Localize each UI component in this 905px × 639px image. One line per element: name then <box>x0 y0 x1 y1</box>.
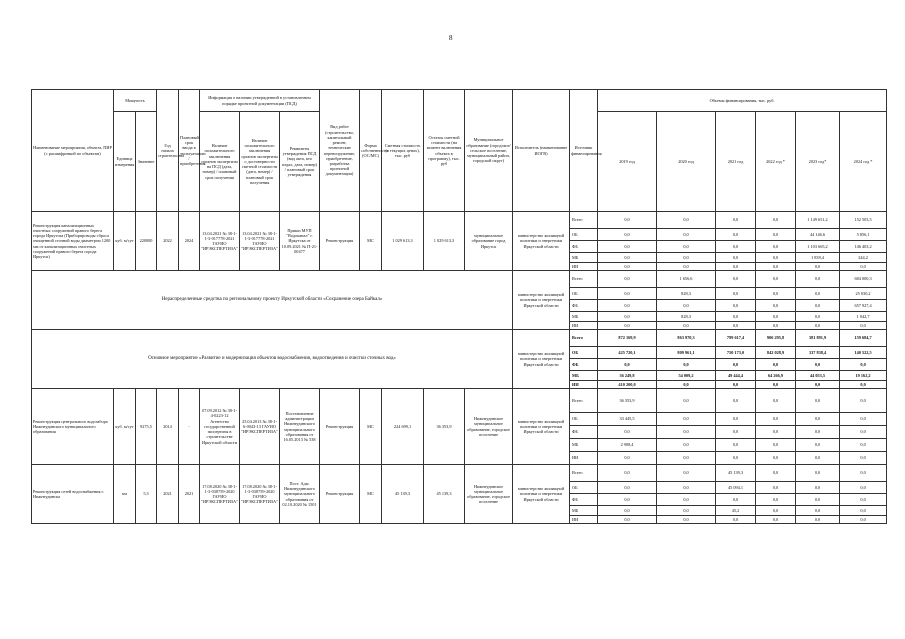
funding-value: 0,0 <box>657 263 716 271</box>
funding-value: 0,0 <box>716 229 756 241</box>
funding-value: 0,0 <box>598 516 657 524</box>
funding-value: 0,0 <box>716 271 756 288</box>
funding-value: 0,0 <box>796 322 840 330</box>
object-ownership: МС <box>360 389 382 465</box>
source-label: Всего <box>570 389 598 413</box>
object-unit: куб. м/сут <box>114 389 136 465</box>
funding-value: 0,0 <box>716 212 756 229</box>
object-remaining: 1 029 613,3 <box>424 212 465 271</box>
hdr-approval: Реквизиты утверждения ПСД (вид акта, кто издал, дата, номер) / плановый срок утверждения <box>280 112 320 212</box>
table-row <box>32 465 887 482</box>
funding-table <box>31 89 887 524</box>
source-label: ФБ <box>570 494 598 506</box>
executor: министерство жилищной политики и энергетики Иркутской области <box>513 389 570 465</box>
funding-value: 0,0 <box>598 241 657 253</box>
funding-value: 0,0 <box>756 253 796 263</box>
funding-value: 872 169,9 <box>598 330 657 347</box>
hdr-expertise: Наличие положительного заключения органов экспертизы на ПСД (дата, номер) / плановый срок получения <box>200 112 240 212</box>
funding-value: 0,0 <box>657 413 716 426</box>
object-ownership: МС <box>360 212 382 271</box>
funding-value: 0,0 <box>598 359 657 371</box>
hdr-rem: Остаток сметной стоимости (на момент включения объекта в программу), тыс. руб <box>424 90 465 212</box>
object-start-year: 2021 <box>157 465 179 524</box>
object-cost-expertise: 13.04.2021 № 38-1-1-3-017778-2021 ГАУИО "ИРЭКСПЕРТИЗА" <box>240 212 280 271</box>
funding-value: 1 042,7 <box>840 312 887 322</box>
funding-value: 0,0 <box>657 381 716 389</box>
funding-value: 0,0 <box>756 312 796 322</box>
funding-value: 0,0 <box>716 439 756 452</box>
source-label: МБ <box>570 506 598 516</box>
object-approval: Постановление администрации Нижнеудинского муниципального образования от 16.05.2013 № 538 <box>280 389 320 465</box>
funding-value: 0,0 <box>657 494 716 506</box>
object-name: Реконструкция канализационных очистных сооружений правого берега города Иркутска (Приборпроводы сброса очищенной сточной воды диаметром 1200 мм от канализационных очистных сооружений правого берега города Иркутск) <box>32 212 114 271</box>
hdr-start: Год начала строительства <box>157 90 179 212</box>
funding-value: 0,0 <box>657 300 716 312</box>
source-label: ФБ <box>570 426 598 439</box>
source-label: ФБ <box>570 241 598 253</box>
funding-value: 0,0 <box>657 229 716 241</box>
funding-value: 0,0 <box>598 322 657 330</box>
funding-value: 0,0 <box>756 241 796 253</box>
funding-value: 0,0 <box>840 413 887 426</box>
funding-value: 0,0 <box>598 253 657 263</box>
funding-value: 1 839,4 <box>796 253 840 263</box>
funding-value: 0,0 <box>716 288 756 300</box>
source-label: ФБ <box>570 359 598 371</box>
funding-value: 0,0 <box>716 241 756 253</box>
funding-value: 140 522,5 <box>840 347 887 359</box>
funding-value: 809 961,1 <box>657 347 716 359</box>
funding-value: 0,0 <box>657 506 716 516</box>
source-label: ОБ <box>570 288 598 300</box>
hdr-value: Значение <box>136 112 157 212</box>
funding-value: 0,0 <box>716 300 756 312</box>
funding-value: 0,0 <box>598 271 657 288</box>
table-row <box>32 389 887 413</box>
source-label: Всего <box>570 330 598 347</box>
object-cost-expertise: 17.08.2020 № 38-1-1-3-038759-2020 ГАУИО "ИРЭКСПЕРТИЗА" <box>240 465 280 524</box>
funding-value: 5 856,1 <box>840 229 887 241</box>
object-start-year: 2014 <box>157 389 179 465</box>
object-remaining: 36 353,9 <box>424 389 465 465</box>
funding-value: 45 094,1 <box>716 482 756 494</box>
funding-value: 0,0 <box>598 482 657 494</box>
funding-value: 657 927,4 <box>840 300 887 312</box>
funding-value: 0,0 <box>840 439 887 452</box>
funding-value: 0,0 <box>598 426 657 439</box>
source-label: ИИ <box>570 452 598 465</box>
funding-value: 381 891,9 <box>796 330 840 347</box>
funding-value: 0,0 <box>840 452 887 465</box>
object-work-type: Реконструкция <box>320 212 360 271</box>
hdr-funding: Объемы финансирования, тыс. руб. <box>598 90 887 112</box>
funding-value: 425 720,1 <box>598 347 657 359</box>
funding-value: 0,0 <box>716 253 756 263</box>
hdr-cost: Сметная стоимость (в текущих ценах), тыс. руб <box>382 90 424 212</box>
funding-value: 0,0 <box>657 359 716 371</box>
funding-value: 0,0 <box>657 241 716 253</box>
executor: министерство жилищной политики и энергетики Иркутской области <box>513 212 570 271</box>
hdr-source: Источник финансирования <box>570 90 598 212</box>
object-work-type: Реконструкция <box>320 389 360 465</box>
funding-value: 0,0 <box>796 426 840 439</box>
funding-value: 54 009,2 <box>657 371 716 381</box>
funding-value: 36 353,9 <box>598 389 657 413</box>
funding-value: 0,0 <box>756 288 796 300</box>
funding-value: 45,2 <box>716 506 756 516</box>
funding-value: 0,0 <box>598 300 657 312</box>
funding-value: 0,0 <box>598 229 657 241</box>
funding-value: 0,0 <box>657 452 716 465</box>
funding-value: 0,0 <box>756 426 796 439</box>
funding-value: 146 403,2 <box>840 241 887 253</box>
funding-value: 0,0 <box>716 312 756 322</box>
funding-value: 0,0 <box>796 516 840 524</box>
funding-value: 0,0 <box>716 322 756 330</box>
funding-value: 0,0 <box>796 389 840 413</box>
object-municipality: муниципальное образование город Иркутск <box>465 212 513 271</box>
object-approval: Приказ МУП "Водоканал" г. Иркутска от 10.09.2021 № П-21-00477 <box>280 212 320 271</box>
funding-value: 64 266,9 <box>756 371 796 381</box>
object-remaining: 45 139,3 <box>424 465 465 524</box>
object-municipality: Нижнеудинское муниципальное образование, городское поселение <box>465 465 513 524</box>
source-label: Всего <box>570 465 598 482</box>
funding-value: 244,2 <box>840 253 887 263</box>
funding-value: 0,0 <box>756 494 796 506</box>
object-ownership: МС <box>360 465 382 524</box>
funding-value: 0,0 <box>598 263 657 271</box>
hdr-power: Мощность <box>114 90 157 112</box>
executor: министерство жилищной политики и энергетики Иркутской области <box>513 271 570 330</box>
funding-value: 684 000,3 <box>840 271 887 288</box>
executor: министерство жилищной политики и энергетики Иркутской области <box>513 465 570 524</box>
source-label: МБ <box>570 253 598 263</box>
funding-value: 0,0 <box>756 229 796 241</box>
table-row <box>32 330 887 347</box>
object-approval: Пост. Адм. Нижнеудинского муниципального образования от 02.10.2020 № 1501 <box>280 465 320 524</box>
page-number: 8 <box>449 34 453 42</box>
source-label: ОБ <box>570 482 598 494</box>
funding-value: 0,0 <box>598 312 657 322</box>
funding-value: 0,0 <box>840 516 887 524</box>
object-expertise: 13.04.2021 № 38-1-1-3-017778-2021 ГАУИО "ИРЭКСПЕРТИЗА" <box>200 212 240 271</box>
funding-value: 0,0 <box>756 212 796 229</box>
funding-value: 0,0 <box>716 494 756 506</box>
funding-value: 0,0 <box>756 506 796 516</box>
source-label: МБ <box>570 312 598 322</box>
funding-value: 0,0 <box>796 465 840 482</box>
funding-value: 0,0 <box>796 452 840 465</box>
hdr-unit: Единица измерения <box>114 112 136 212</box>
hdr-year-2021: 2021 год <box>716 112 756 212</box>
funding-value: 0,0 <box>796 482 840 494</box>
funding-value: 0,0 <box>756 271 796 288</box>
object-expertise: 07.09.2012 № 38-1-4-0223-12 Агентство государственной экспертизы в строительстве Иркутской области <box>200 389 240 465</box>
funding-value: 2 908,4 <box>598 439 657 452</box>
funding-value: 44 146,6 <box>796 229 840 241</box>
funding-value: 0,0 <box>716 452 756 465</box>
funding-value: 0,0 <box>598 212 657 229</box>
funding-value: 0,0 <box>796 312 840 322</box>
hdr-name: Наименование мероприятия, объекта, ПИР (с расшифровкой по объектам) <box>32 90 114 212</box>
source-label: МБ <box>570 371 598 381</box>
funding-value: 0,0 <box>598 452 657 465</box>
source-label: ИИ <box>570 516 598 524</box>
funding-value: 33 445,5 <box>598 413 657 426</box>
object-plan-year: 2024 <box>179 212 200 271</box>
object-name: Реконструкция центрального водозабора Нижнеудинского муниципального образования <box>32 389 114 465</box>
funding-value: 0,0 <box>598 494 657 506</box>
object-value: 5,3 <box>136 465 157 524</box>
funding-value: 0,0 <box>657 389 716 413</box>
funding-value: 0,0 <box>796 494 840 506</box>
funding-value: 0,0 <box>756 322 796 330</box>
funding-value: 0,0 <box>796 506 840 516</box>
hdr-year-2019: 2019 год <box>598 112 657 212</box>
hdr-year-2020: 2020 год <box>657 112 716 212</box>
funding-value: 0,0 <box>657 482 716 494</box>
funding-value: 0,0 <box>756 381 796 389</box>
funding-value: 36 249,8 <box>598 371 657 381</box>
funding-value: 0,0 <box>657 465 716 482</box>
funding-value: 45 139,3 <box>716 465 756 482</box>
source-label: ОБ <box>570 347 598 359</box>
executor: министерство жилищной политики и энергетики Иркутской области <box>513 330 570 389</box>
funding-value: 0,0 <box>840 263 887 271</box>
object-start-year: 2022 <box>157 212 179 271</box>
funding-value: 0,0 <box>840 359 887 371</box>
funding-value: 410 200,0 <box>598 381 657 389</box>
hdr-plan: Плановый срок ввода в эксплуатацию / приобретения <box>179 90 200 212</box>
source-label: МБ <box>570 439 598 452</box>
funding-value: 0,0 <box>796 439 840 452</box>
funding-value: 1 103 665,2 <box>796 241 840 253</box>
funding-value: 863 970,3 <box>657 330 716 347</box>
funding-value: 0,0 <box>657 426 716 439</box>
object-value: 9275,5 <box>136 389 157 465</box>
source-label: ИИ <box>570 381 598 389</box>
table-row <box>32 271 887 288</box>
source-label: ИИ <box>570 322 598 330</box>
funding-value: 0,0 <box>716 381 756 389</box>
hdr-psd: Информация о наличии утвержденной в установленном порядке проектной документации (ПСД) <box>200 90 320 112</box>
object-unit: куб. м/сут <box>114 212 136 271</box>
hdr-own: Форма собственности (ОС/МС) <box>360 90 382 212</box>
funding-value: 0,0 <box>756 439 796 452</box>
funding-value: 0,0 <box>657 212 716 229</box>
object-cost: 1 029 613,3 <box>382 212 424 271</box>
funding-value: 0,0 <box>840 389 887 413</box>
funding-value: 0,0 <box>796 413 840 426</box>
funding-value: 0,0 <box>756 413 796 426</box>
object-municipality: Нижнеудинское муниципальное образование, городское поселение <box>465 389 513 465</box>
funding-value: 0,0 <box>756 263 796 271</box>
funding-value: 0,0 <box>840 506 887 516</box>
funding-value: 0,0 <box>756 452 796 465</box>
funding-value: 337 838,4 <box>796 347 840 359</box>
hdr-exec: Исполнитель (наименование ИОГВ) <box>513 90 570 212</box>
funding-value: 0,0 <box>840 381 887 389</box>
object-name: Реконструкция сетей водоснабжения г. Нижнеудинска <box>32 465 114 524</box>
funding-value: 0,0 <box>657 516 716 524</box>
funding-value: 0,0 <box>598 465 657 482</box>
funding-value: 0,0 <box>598 288 657 300</box>
funding-value: 0,0 <box>716 516 756 524</box>
funding-value: 0,0 <box>716 263 756 271</box>
object-plan-year: - <box>179 389 200 465</box>
object-value: 220000 <box>136 212 157 271</box>
table-row <box>32 212 887 229</box>
funding-value: 0,0 <box>796 271 840 288</box>
funding-value: 842 028,9 <box>756 347 796 359</box>
funding-value: 0,0 <box>756 359 796 371</box>
funding-value: 0,0 <box>756 482 796 494</box>
funding-value: 0,0 <box>796 381 840 389</box>
source-label: ОБ <box>570 413 598 426</box>
section-title: Нераспределенные средства по региональному проекту Иркутской области «Сохранение озера Байкал» <box>32 271 513 330</box>
funding-value: 44 053,5 <box>796 371 840 381</box>
funding-value: 159 684,7 <box>840 330 887 347</box>
funding-value: 1 656,6 <box>657 271 716 288</box>
funding-value: 0,0 <box>716 426 756 439</box>
funding-value: 0,0 <box>840 494 887 506</box>
funding-value: 1 149 651,2 <box>796 212 840 229</box>
object-cost-expertise: 25.04.2013 № 38-1-6-0043-13 ГАУИО "ИРЭКСПЕРТИЗА" <box>240 389 280 465</box>
funding-value: 0,0 <box>756 389 796 413</box>
hdr-year-2023: 2023 год* <box>796 112 840 212</box>
object-expertise: 17.08.2020 № 38-1-1-3-038759-2020 ГАУИО "ИРЭКСПЕРТИЗА" <box>200 465 240 524</box>
funding-value: 0,0 <box>756 465 796 482</box>
funding-value: 828,3 <box>657 312 716 322</box>
object-unit: км <box>114 465 136 524</box>
funding-value: 750 173,0 <box>716 347 756 359</box>
funding-value: 0,0 <box>840 465 887 482</box>
object-cost: 224 699,1 <box>382 389 424 465</box>
source-label: ОБ <box>570 229 598 241</box>
funding-value: 0,0 <box>840 482 887 494</box>
funding-value: 0,0 <box>796 300 840 312</box>
hdr-mun: Муниципальное образование (городское/сельское поселение, муниципальный район, городской округ) <box>465 90 513 212</box>
funding-value: 25 030,2 <box>840 288 887 300</box>
source-label: ФБ <box>570 300 598 312</box>
funding-value: 0,0 <box>796 288 840 300</box>
funding-value: 0,0 <box>657 322 716 330</box>
table-body <box>32 212 887 524</box>
funding-value: 49 444,4 <box>716 371 756 381</box>
hdr-cost-exp: Наличие положительного заключения органов экспертизы о достоверности сметной стоимости (дата, номер) / плановый срок получения <box>240 112 280 212</box>
funding-value: 799 617,4 <box>716 330 756 347</box>
source-label: Всего <box>570 271 598 288</box>
funding-value: 0,0 <box>598 506 657 516</box>
hdr-work: Вид работ (строительство, капитальный ремонт, технические перевооружение, приобретение, разработка проектной документации) <box>320 90 360 212</box>
object-plan-year: 2021 <box>179 465 200 524</box>
funding-value: 828,3 <box>657 288 716 300</box>
funding-value: 0,0 <box>796 263 840 271</box>
source-label: Всего <box>570 212 598 229</box>
funding-value: 0,0 <box>716 413 756 426</box>
hdr-year-2022: 2022 год * <box>756 112 796 212</box>
funding-value: 0,0 <box>756 516 796 524</box>
funding-value: 19 162,2 <box>840 371 887 381</box>
object-work-type: Реконструкция <box>320 465 360 524</box>
funding-value: 0,0 <box>840 426 887 439</box>
object-cost: 45 139,3 <box>382 465 424 524</box>
source-label: ИИ <box>570 263 598 271</box>
section-title: Основное мероприятие «Развитие и модернизация объектов водоснабжения, водоотведения и очистки сточных вод» <box>32 330 513 389</box>
funding-value: 906 295,8 <box>756 330 796 347</box>
funding-value: 152 503,5 <box>840 212 887 229</box>
funding-value: 0,0 <box>657 253 716 263</box>
funding-value: 0,0 <box>756 300 796 312</box>
funding-value: 0,0 <box>716 359 756 371</box>
funding-value: 0,0 <box>840 322 887 330</box>
funding-value: 0,0 <box>716 389 756 413</box>
funding-value: 0,0 <box>657 439 716 452</box>
hdr-year-2024: 2024 год * <box>840 112 887 212</box>
funding-value: 0,0 <box>796 359 840 371</box>
